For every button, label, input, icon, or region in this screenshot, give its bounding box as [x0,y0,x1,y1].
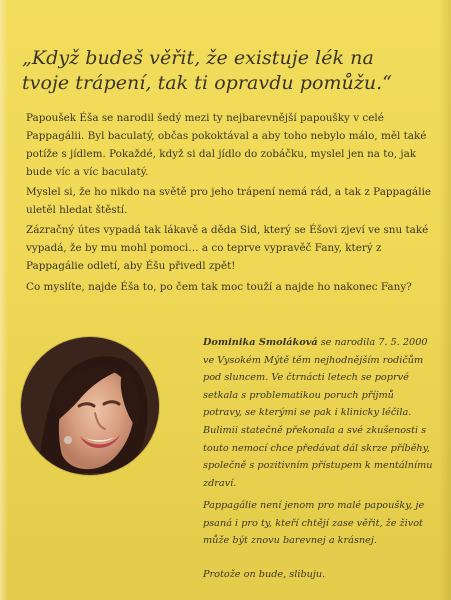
author-bio-text: se narodila 7. 5. 2000 ve Vysokém Mýtě těm nejhodnějším rodičům pod sluncem. Ve čtrnácti letech se poprvé setkala s problematikou poruch příjmů potravy, se kterými se pak i klinicky léčila. Bulimii statečně překonala a své zkušenosti s touto nemocí chce předávat dál skrze příběhy, společně s pozitivním přístupem k mentálnímu zdraví. [203,337,433,489]
blurb-paragraph-1: Papoušek Éša se narodil šedý mezi ty nejbarevnější papoušky v celé Pappagálii. Byl baculatý, občas pokoktával a aby toho nebylo málo, měl také potíže s jídlem. Pokaždé, když si dal jídlo do zobáčku, myslel jen na to, jak bude víc a víc baculatý. [26,112,427,178]
author-bio-paragraph-1 [203,334,433,492]
cover-quote: „Když budeš věřit, že existuje lék na tvoje trápení, tak ti opravdu pomůžu.“ [22,47,393,94]
blurb-paragraph-2: Myslel si, že ho nikdo na světě pro jeho trápení nemá rád, a tak z Pappagálie uletěl hledat štěstí. [26,186,432,216]
blurb-paragraph-3: Zázračný útes vypadá tak lákavě a děda Sid, který se Éšovi zjeví ve snu také vypadá, že by mu mohl pomoci… a co teprve vypravěč Fany, který z Pappagálie odletí, aby Éšu přivedl zpět! [26,224,429,272]
author-bio-paragraph-3: Protože on bude, slibuju. [203,569,326,580]
author-photo [21,337,159,475]
author-name: Dominika Smoláková [203,337,318,348]
blurb-paragraph-4: Co myslíte, najde Éša to, po čem tak moc touží a najde ho nakonec Fany? [26,281,412,293]
author-bio-paragraph-2: Pappagálie není jenom pro malé papoušky, je psaná i pro ty, kteří chtějí zase věřit, že život může být znovu barevnej a krásnej. [203,500,425,547]
